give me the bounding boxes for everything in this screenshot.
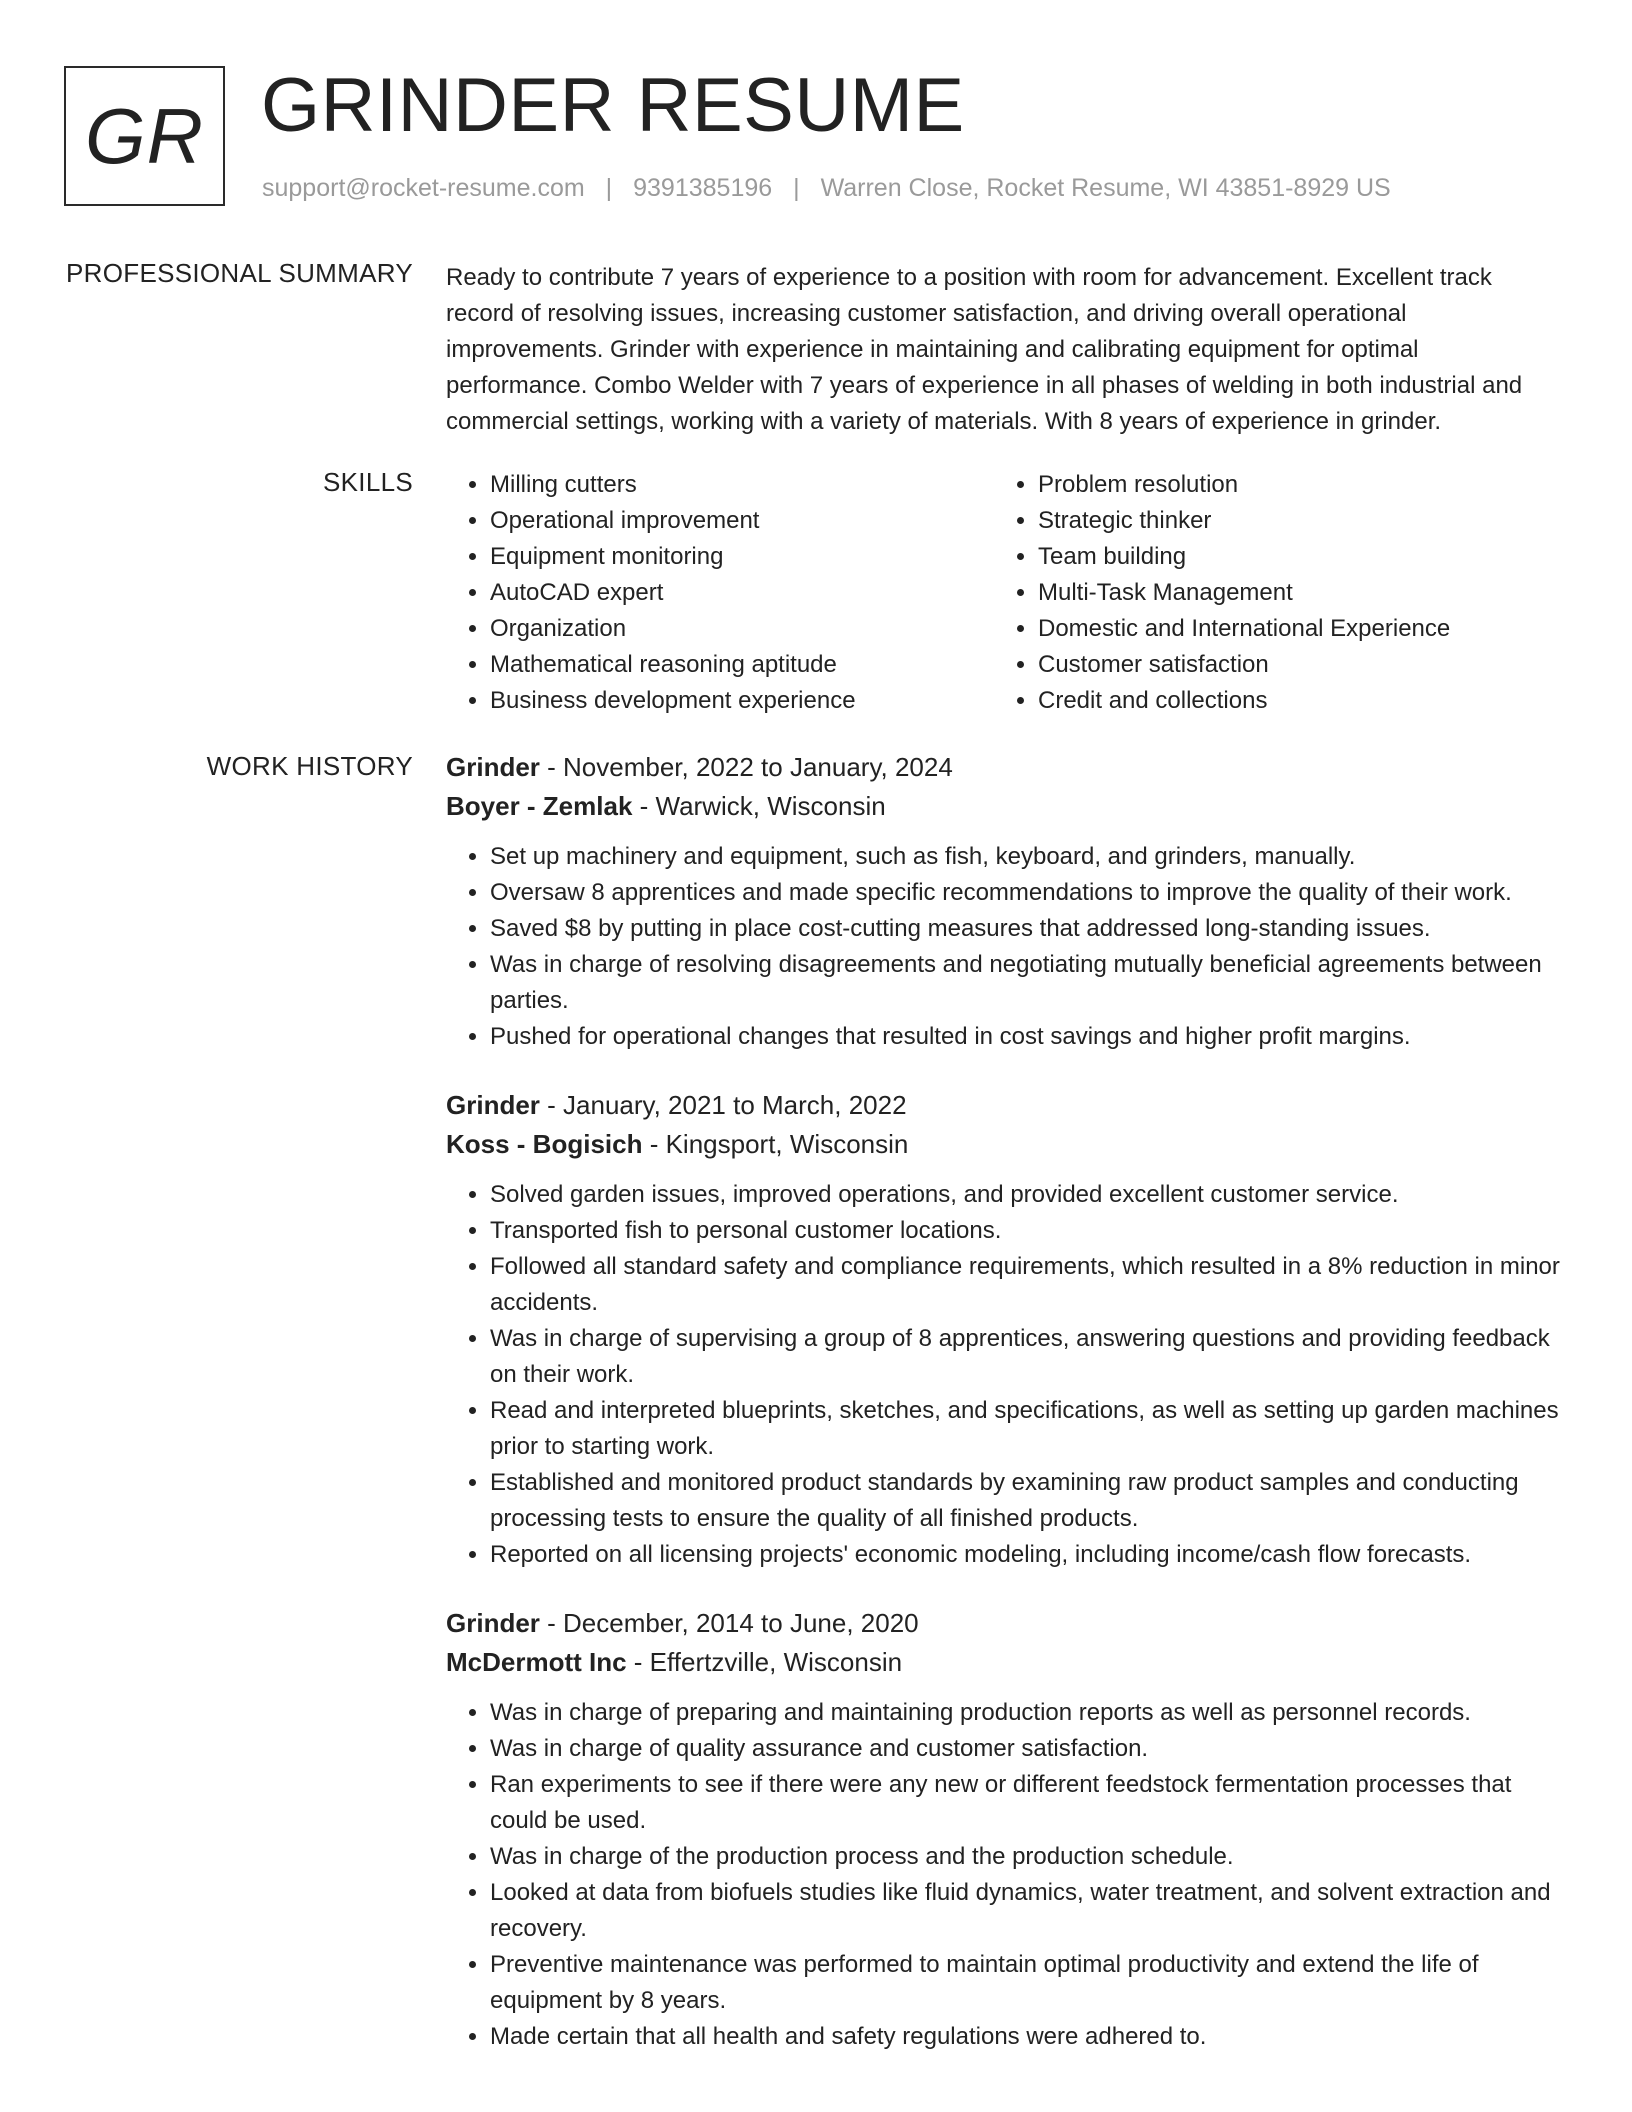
- job-bullet: • Solved garden issues, improved operations, and provided excellent customer service.: [490, 1177, 1566, 1213]
- job-bullet: • Was in charge of quality assurance and customer satisfaction.: [490, 1731, 1566, 1767]
- contact-email[interactable]: support@rocket-resume.com: [262, 174, 585, 202]
- page-title: GRINDER RESUME: [261, 63, 965, 148]
- job-company-line: [446, 787, 1566, 826]
- job-bullet: • Was in charge of the production process and the production schedule.: [490, 1839, 1566, 1875]
- section-label-summary: PROFESSIONAL SUMMARY: [66, 258, 413, 288]
- skill-item: • Credit and collections: [1038, 683, 1534, 719]
- job-bullets: [446, 839, 1566, 1055]
- summary-text: Ready to contribute 7 years of experience to a position with room for advancement. Excellent track record of resolving issues, increasing customer satisfaction, and driving overall operational improvements. Grinder with experience in maintaining and calibrating equipment for optimal performance. Combo Welder with 7 years of experience in all phases of welding in both industrial and commercial settings, working with a variety of materials. With 8 years of experience in grinder.: [446, 264, 1523, 435]
- job-title: Grinder: [446, 752, 540, 782]
- job-bullet: • Oversaw 8 apprentices and made specific recommendations to improve the quality of their work.: [490, 875, 1566, 911]
- job-location: - Kingsport, Wisconsin: [642, 1129, 909, 1159]
- job-bullet: • Established and monitored product standards by examining raw product samples and conducting processing tests to ensure the quality of all finished products.: [490, 1465, 1566, 1537]
- contact-address: Warren Close, Rocket Resume, WI 43851-8929 US: [820, 174, 1391, 202]
- job-dates: - January, 2021 to March, 2022: [539, 1090, 907, 1120]
- job-bullet: • Was in charge of resolving disagreements and negotiating mutually beneficial agreements between parties.: [490, 947, 1566, 1019]
- job-bullet: • Pushed for operational changes that resulted in cost savings and higher profit margins.: [490, 1019, 1566, 1055]
- monogram-badge: GR: [64, 66, 225, 206]
- skill-item: • Strategic thinker: [1038, 503, 1534, 539]
- contact-phone[interactable]: 9391385196: [633, 174, 773, 202]
- job-bullet: • Transported fish to personal customer locations.: [490, 1213, 1566, 1249]
- skills-list-left: [446, 467, 994, 719]
- job-title: Grinder: [446, 1090, 540, 1120]
- skill-item: • Multi-Task Management: [1038, 575, 1534, 611]
- job-location: - Warwick, Wisconsin: [632, 791, 886, 821]
- job-entry: [446, 1604, 1566, 2055]
- job-bullets: [446, 1695, 1566, 2055]
- skill-item: • Milling cutters: [490, 467, 994, 503]
- job-entry: [446, 748, 1566, 1055]
- job-company-line: [446, 1125, 1566, 1164]
- job-bullet: • Was in charge of supervising a group of 8 apprentices, answering questions and providing feedback on their work.: [490, 1321, 1566, 1393]
- skills-body: [446, 467, 1566, 719]
- skill-item: • Operational improvement: [490, 503, 994, 539]
- skill-item: • Mathematical reasoning aptitude: [490, 647, 994, 683]
- job-location: - Effertzville, Wisconsin: [626, 1647, 903, 1677]
- job-bullets: [446, 1177, 1566, 1573]
- job-bullet: • Read and interpreted blueprints, sketches, and specifications, as well as setting up garden machines prior to starting work.: [490, 1393, 1566, 1465]
- work-history-body: [446, 748, 1566, 2086]
- job-bullet: • Was in charge of preparing and maintaining production reports as well as personnel records.: [490, 1695, 1566, 1731]
- contact-separator: |: [793, 174, 800, 202]
- skill-item: • Business development experience: [490, 683, 994, 719]
- job-bullet: • Made certain that all health and safety regulations were adhered to.: [490, 2019, 1566, 2055]
- skill-item: • Customer satisfaction: [1038, 647, 1534, 683]
- job-bullet: • Saved $8 by putting in place cost-cutting measures that addressed long-standing issues.: [490, 911, 1566, 947]
- job-dates: - December, 2014 to June, 2020: [539, 1608, 919, 1638]
- summary-body: [446, 260, 1566, 440]
- job-bullet: • Ran experiments to see if there were any new or different feedstock fermentation processes that could be used.: [490, 1767, 1566, 1839]
- resume-header: [64, 63, 1564, 216]
- job-company-line: [446, 1643, 1566, 1682]
- job-bullet: • Set up machinery and equipment, such as fish, keyboard, and grinders, manually.: [490, 839, 1566, 875]
- skill-item: • AutoCAD expert: [490, 575, 994, 611]
- section-label-skills: SKILLS: [323, 467, 413, 497]
- skill-item: • Equipment monitoring: [490, 539, 994, 575]
- skills-grid: [446, 467, 1566, 719]
- job-company: McDermott Inc: [446, 1647, 627, 1677]
- skills-list-right: [994, 467, 1534, 719]
- job-title-line: [446, 1604, 1566, 1643]
- job-title: Grinder: [446, 1608, 540, 1638]
- job-bullet: • Looked at data from biofuels studies like fluid dynamics, water treatment, and solvent extraction and recovery.: [490, 1875, 1566, 1947]
- job-bullet: • Preventive maintenance was performed to maintain optimal productivity and extend the life of equipment by 8 years.: [490, 1947, 1566, 2019]
- job-title-line: [446, 748, 1566, 787]
- job-entry: [446, 1086, 1566, 1573]
- job-dates: - November, 2022 to January, 2024: [539, 752, 953, 782]
- job-title-line: [446, 1086, 1566, 1125]
- skill-item: • Team building: [1038, 539, 1534, 575]
- contact-separator: |: [605, 174, 613, 202]
- job-bullet: • Followed all standard safety and compliance requirements, which resulted in a 8% reduction in minor accidents.: [490, 1249, 1566, 1321]
- skill-item: • Organization: [490, 611, 994, 647]
- skill-item: • Domestic and International Experience: [1038, 611, 1534, 647]
- contact-line: [262, 174, 1391, 203]
- job-company: Boyer - Zemlak: [446, 791, 633, 821]
- job-company: Koss - Bogisich: [446, 1129, 643, 1159]
- section-label-work-history: WORK HISTORY: [206, 751, 413, 781]
- job-bullet: • Reported on all licensing projects' economic modeling, including income/cash flow forecasts.: [490, 1537, 1566, 1573]
- skill-item: • Problem resolution: [1038, 467, 1534, 503]
